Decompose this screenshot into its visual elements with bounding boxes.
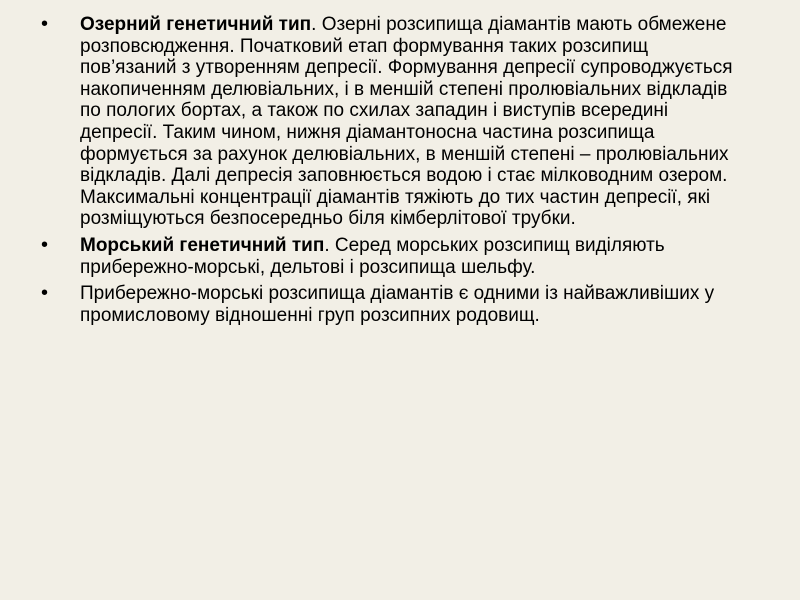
bullet-icon: • bbox=[41, 233, 49, 256]
list-item-coastal-marine bbox=[40, 283, 740, 326]
list-item-text bbox=[80, 14, 740, 230]
list-item-text bbox=[80, 235, 740, 278]
bullet-list bbox=[40, 14, 740, 331]
item-body: Прибережно-морські розсипища діамантів є одними із найважливіших у промисловому відношенні груп розсипних родовищ. bbox=[80, 283, 715, 326]
list-item-marine-type bbox=[40, 235, 740, 278]
bold-term: Морський генетичний тип bbox=[80, 234, 325, 256]
bullet-icon: • bbox=[41, 282, 49, 305]
list-item-lake-type bbox=[40, 14, 740, 230]
list-item-text bbox=[80, 283, 740, 326]
item-body: . Озерні розсипища діамантів мають обмежене розповсюдження. Початковий етап формування таких розсипищ пов’язаний з утворенням депресії. Формування депресії супроводжується накопиченням делювіальних, і в меншій степені пролювіальних відкладів по пологих бортах, а також по схилах западин і виступів всередині депресії. Таким чином, нижня діамантоносна частина розсипища формується за рахунок делювіальних, в меншій степені – пролювіальних відкладів. Далі депресія заповнюється водою і стає мілководним озером. Максимальні концентрації діамантів тяжіють до тих частин депресії, які розміщуються безпосередньо біля кімберлітової трубки. bbox=[80, 14, 733, 230]
item-body: . Серед морських розсипищ виділяють прибережно-морські, дельтові і розсипища шельфу. bbox=[80, 234, 665, 278]
bold-term: Озерний генетичний тип bbox=[80, 14, 312, 35]
bullet-icon: • bbox=[41, 13, 49, 35]
